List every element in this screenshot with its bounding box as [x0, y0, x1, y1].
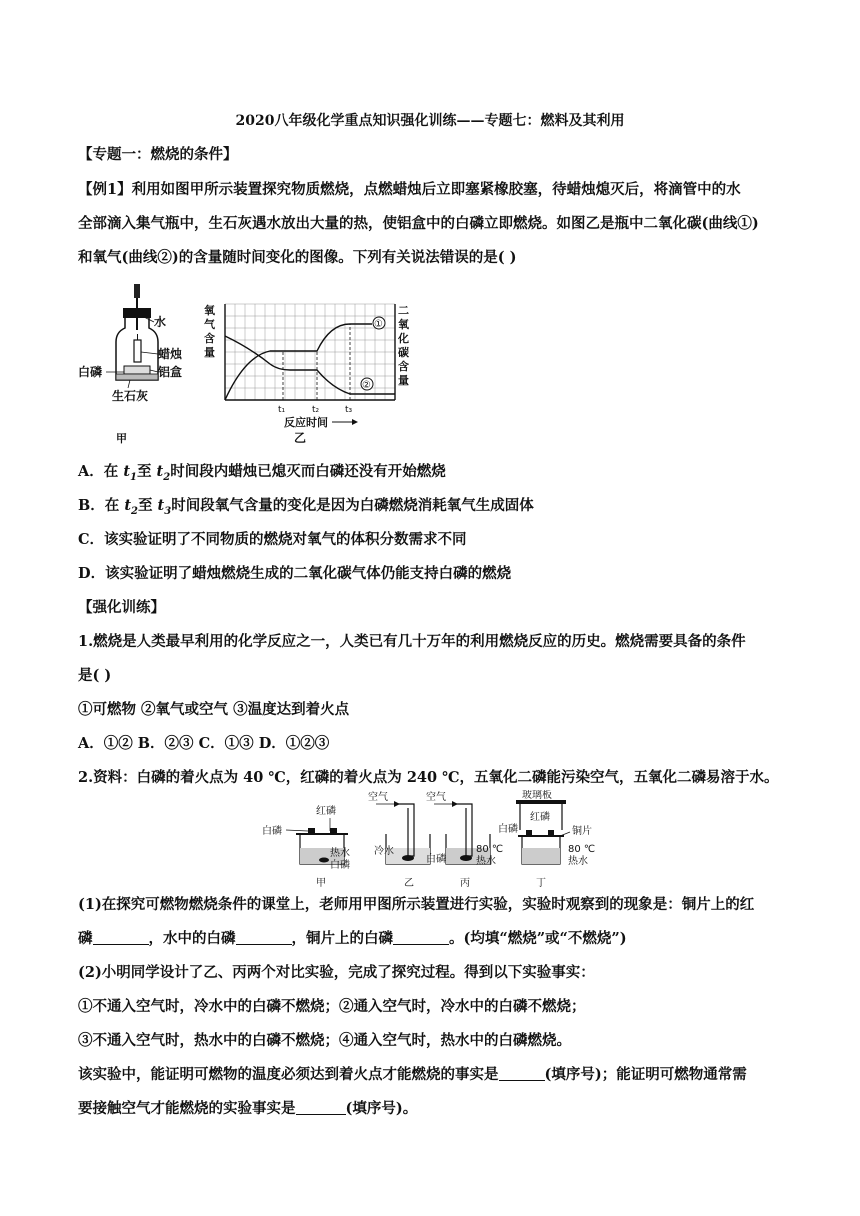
blank-white-p-water[interactable]	[236, 930, 292, 945]
label-lime: 生石灰	[112, 389, 149, 403]
option-b-text: 时间段氧气含量的变化是因为白磷燃烧消耗氧气生成固体	[171, 497, 534, 514]
option-b-sub-b: 3	[164, 505, 172, 517]
right-axis-char-5: 含	[398, 360, 409, 373]
right-axis-char-2: 氧	[398, 318, 409, 331]
q2-p1-text-d: 。(均填“燃烧”或“不燃烧”)	[449, 930, 627, 947]
q1-line-2: 是( )	[78, 667, 112, 684]
option-a-prefix: A．在	[78, 463, 124, 480]
q2-conclusion-line-1	[78, 1065, 782, 1085]
left-axis-char-2: 气	[204, 318, 215, 331]
apparatus-yi	[368, 790, 430, 889]
blank-white-p-copper[interactable]	[393, 930, 449, 945]
label-candle: 蜡烛	[158, 347, 183, 361]
option-a-t-b: t	[156, 463, 164, 480]
option-a-text: 时间段内蜡烛已熄灭而白磷还没有开始燃烧	[170, 463, 446, 480]
jia-white-p-2: 白磷	[330, 860, 350, 871]
option-c: C．该实验证明了不同物质的燃烧对氧气的体积分数需求不同	[78, 531, 467, 548]
option-d: D．该实验证明了蜡烛燃烧生成的二氧化碳气体仍能支持白磷的燃烧	[78, 565, 512, 582]
option-b-prefix: B．在	[78, 497, 125, 514]
example1-line-2: 全部滴入集气瓶中，生石灰遇水放出大量的热，使铝盒中的白磷立即燃烧。如图乙是瓶中二氧化碳(曲线①)	[78, 215, 759, 232]
example1-line-1: 【例1】利用如图甲所示装置探究物质燃烧，点燃蜡烛后立即塞紧橡胶塞，待蜡烛熄灭后，将滴管中的水	[78, 181, 741, 198]
quicklime	[116, 374, 158, 380]
curve-1-label: ①	[374, 319, 383, 330]
q2-p1-text-a: 磷	[78, 930, 93, 947]
option-b	[78, 496, 782, 522]
yi-air: 空气	[368, 792, 388, 803]
ding-80c: 80 ℃	[568, 844, 596, 855]
bing-hot-water: 热水	[476, 856, 496, 867]
yi-caption: 乙	[404, 878, 414, 889]
tick-t1: t₁	[278, 405, 286, 415]
aluminum-box	[124, 366, 150, 374]
x-axis-label: 反应时间	[284, 416, 328, 429]
option-b-t-b: t	[157, 497, 165, 514]
figure-jia-caption: 甲	[116, 432, 127, 445]
blank-ignition-facts[interactable]	[499, 1066, 545, 1081]
q2-p1-text-b: ，水中的白磷	[148, 930, 236, 947]
label-al-box: 铝盒	[158, 365, 183, 379]
jia-caption: 甲	[316, 878, 326, 889]
dropper-bulb	[134, 284, 140, 298]
right-axis-char-1: 二	[398, 304, 409, 317]
q1-line-1: 1.燃烧是人类最早利用的化学反应之一，人类已有几十万年的利用燃烧反应的历史。燃烧需要具备的条件	[78, 633, 746, 650]
figure-yi-caption: 乙	[294, 431, 307, 445]
jia-white-p: 白磷	[262, 826, 282, 837]
figure-jia-apparatus	[78, 282, 208, 447]
bing-caption: 丙	[460, 878, 470, 889]
page-title: 2020八年级化学重点知识强化训练——专题七：燃料及其利用	[235, 113, 625, 129]
q2-concl-text-c: 要接触空气才能燃烧的实验事实是	[78, 1100, 296, 1117]
apparatus-jia	[262, 804, 350, 889]
left-axis-char-4: 量	[204, 346, 215, 359]
figure-yi-graph	[200, 296, 420, 448]
jia-hot-water: 热水	[330, 848, 350, 859]
option-b-sub-a: 2	[131, 505, 138, 517]
apparatus-ding	[498, 790, 595, 889]
right-axis-char-3: 化	[398, 332, 409, 345]
yi-cold-water: 冷水	[374, 846, 394, 857]
option-b-mid: 至	[137, 497, 158, 514]
q2-intro: 2.资料：白磷的着火点为 40 ℃，红磷的着火点为 240 ℃，五氧化二磷能污染空气，五氧化二磷易溶于水。	[78, 769, 779, 786]
section-heading-1: 【专题一：燃烧的条件】	[78, 146, 238, 163]
option-a-t-a: t	[123, 463, 131, 480]
figure-q2-apparatus	[258, 790, 618, 890]
apparatus-bing	[426, 790, 503, 889]
left-axis-char-1: 氧	[204, 304, 215, 317]
option-a-sub-a: 1	[130, 471, 137, 483]
q2-concl-text-d: (填序号)。	[345, 1100, 418, 1117]
q2-facts-3-4: ③不通入空气时，热水中的白磷不燃烧；④通入空气时，热水中的白磷燃烧。	[78, 1032, 571, 1049]
ding-white-p: 白磷	[498, 824, 518, 835]
q2-concl-text-b: (填序号)；能证明可燃物通常需	[544, 1066, 747, 1083]
left-axis-char-3: 含	[204, 332, 215, 345]
option-b-t-a: t	[124, 497, 132, 514]
q2-part2-line-1: (2)小明同学设计了乙、丙两个对比实验，完成了探究过程。得到以下实验事实：	[78, 964, 595, 981]
q2-concl-text-a: 该实验中，能证明可燃物的温度必须达到着火点才能燃烧的事实是	[78, 1066, 499, 1083]
right-axis-char-6: 量	[398, 374, 409, 387]
bing-white-p: 白磷	[426, 854, 446, 865]
rubber-stopper	[123, 308, 151, 318]
blank-red-p[interactable]	[93, 930, 149, 945]
bing-80c: 80 ℃	[476, 844, 504, 855]
label-water: 水	[154, 315, 167, 329]
ding-hot-water: 热水	[568, 856, 588, 867]
q2-facts-1-2: ①不通入空气时，冷水中的白磷不燃烧；②通入空气时，冷水中的白磷不燃烧；	[78, 998, 586, 1015]
bing-air: 空气	[426, 792, 446, 803]
q2-part1-line-1: (1)在探究可燃物燃烧条件的课堂上，老师用甲图所示装置进行实验，实验时观察到的现象是：铜片上的红	[78, 896, 755, 913]
jia-red-p: 红磷	[316, 806, 336, 817]
q2-conclusion-line-2	[78, 1099, 782, 1119]
candle	[134, 340, 141, 362]
q2-p1-text-c: ，铜片上的白磷	[291, 930, 393, 947]
example1-line-3: 和氧气(曲线②)的含量随时间变化的图像。下列有关说法错误的是( )	[78, 249, 517, 266]
ding-caption: 丁	[536, 878, 546, 889]
ding-red-p: 红磷	[530, 812, 550, 823]
option-a-sub-b: 2	[163, 471, 171, 483]
blank-air-facts[interactable]	[296, 1100, 346, 1115]
q1-options: A．①② B．②③ C．①③ D．①②③	[78, 735, 330, 752]
q2-part1-line-2	[78, 929, 782, 949]
tick-t3: t₃	[345, 405, 353, 415]
section-heading-2: 【强化训练】	[78, 599, 165, 616]
right-axis-char-4: 碳	[398, 346, 409, 359]
ding-copper-sheet: 铜片	[572, 826, 592, 837]
option-a-mid: 至	[136, 463, 157, 480]
tick-t2: t₂	[312, 405, 320, 415]
ding-glass-plate: 玻璃板	[522, 790, 552, 801]
curve-2-label: ②	[362, 380, 371, 391]
option-a	[78, 462, 782, 488]
label-white-p: 白磷	[78, 365, 103, 379]
q1-conditions: ①可燃物 ②氧气或空气 ③温度达到着火点	[78, 701, 350, 718]
